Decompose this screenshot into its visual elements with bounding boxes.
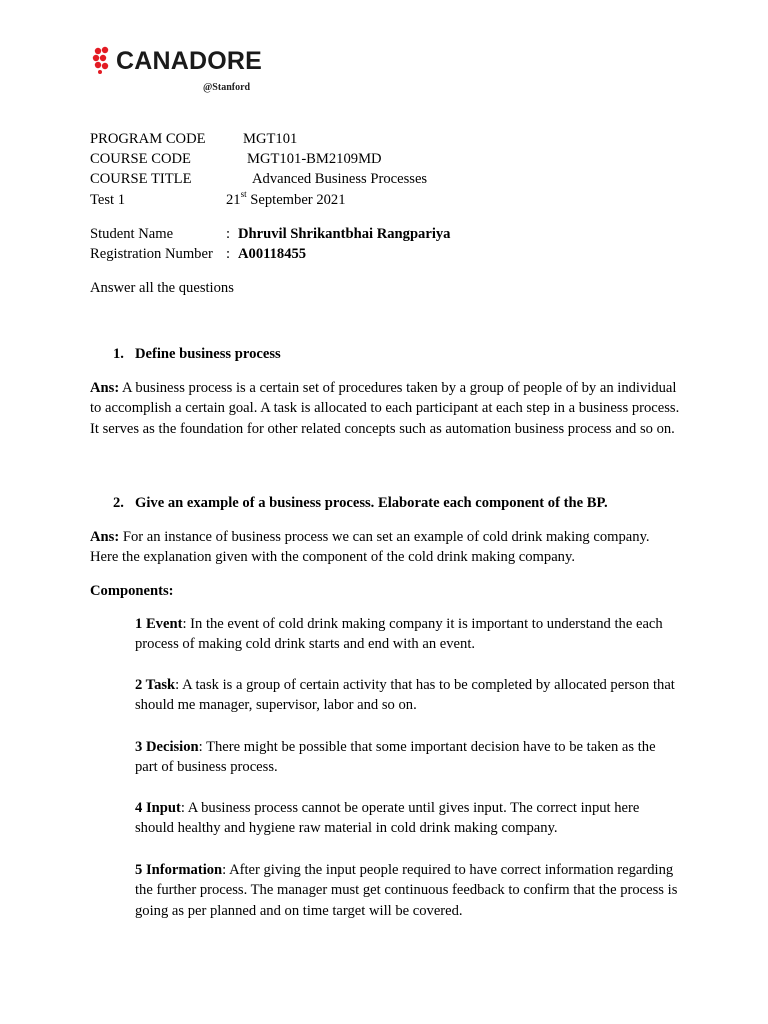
course-code-value: MGT101-BM2109MD	[247, 151, 382, 167]
answer-1-text: A business process is a certain set of procedures taken by a group of people of by an individual to accomplish a certain goal. A task is allocated to each participant at each step in a business process. It serves as the foundation for other related concepts such as automation business process and so on.	[90, 380, 680, 437]
answer-1-label: Ans:	[90, 380, 120, 396]
component-text: : A business process cannot be operate until gives input. The correct input here should healthy and hygiene raw material in cold drink making company.	[135, 800, 640, 837]
test-date-rest: September 2021	[246, 192, 346, 208]
registration-value: A00118455	[238, 246, 307, 262]
component-decision	[135, 737, 680, 778]
component-information	[135, 860, 680, 921]
component-task	[135, 675, 680, 716]
canadore-logo	[92, 44, 262, 96]
component-title: 1 Event	[135, 616, 183, 632]
answer-2-label: Ans:	[90, 529, 120, 545]
question-2-text: Give an example of a business process. Elaborate each component of the BP.	[135, 495, 608, 511]
course-code-label: COURSE CODE	[90, 151, 191, 167]
component-text: : In the event of cold drink making company it is important to understand the each process of making cold drink starts and end with an event.	[135, 616, 663, 653]
answer-2-text: For an instance of business process we can set an example of cold drink making company. Here the explanation given with the component of the cold drink making company.	[90, 529, 650, 566]
component-event	[135, 614, 680, 655]
answer-2	[90, 527, 680, 568]
component-title: 5 Information	[135, 862, 223, 878]
component-text: : After giving the input people required to have correct information regarding the further process. The manager must get continuous feedback to confirm that the process is going as per planned and on time target will be covered.	[135, 862, 678, 919]
component-title: 4 Input	[135, 800, 181, 816]
component-title: 3 Decision	[135, 739, 199, 755]
course-title-label: COURSE TITLE	[90, 171, 192, 187]
question-1-text: Define business process	[135, 346, 281, 362]
logo-subtitle: @Stanford	[203, 82, 251, 93]
student-name-value: Dhruvil Shrikantbhai Rangpariya	[238, 226, 451, 242]
instructions: Answer all the questions	[90, 280, 234, 296]
component-text: : A task is a group of certain activity that has to be completed by allocated person that should me manager, supervisor, labor and so on.	[135, 677, 675, 714]
question-2-number: 2.	[113, 495, 124, 511]
program-code-value: MGT101	[243, 131, 298, 147]
component-title: 2 Task	[135, 677, 176, 693]
test-label: Test 1	[90, 192, 126, 208]
answer-1	[90, 378, 680, 439]
student-name-label: Student Name	[90, 226, 174, 242]
component-text: : There might be possible that some important decision have to be taken as the part of business process.	[135, 739, 656, 776]
student-name-separator: :	[226, 226, 231, 242]
logo-wordmark: CANADORE	[116, 47, 263, 75]
test-date-suffix: st	[240, 189, 247, 200]
canadore-mark-icon	[92, 46, 114, 74]
test-date	[226, 190, 346, 210]
test-date-day: 21	[226, 192, 241, 208]
program-code-label: PROGRAM CODE	[90, 131, 206, 147]
course-title-value: Advanced Business Processes	[252, 171, 428, 187]
component-input	[135, 798, 680, 839]
components-heading: Components:	[90, 583, 174, 599]
registration-label: Registration Number	[90, 246, 213, 262]
registration-separator: :	[226, 246, 231, 262]
question-1-number: 1.	[113, 346, 124, 362]
